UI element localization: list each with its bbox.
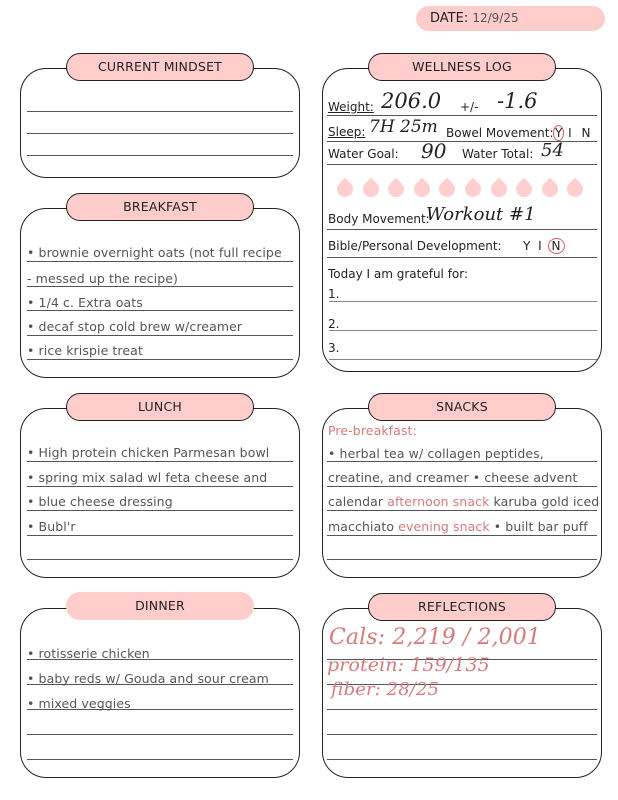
snack-rule[interactable] [327,559,597,560]
date-value: 12/9/25 [472,11,519,25]
dinner-line [27,684,293,685]
grateful-item-2[interactable]: 2. [328,317,340,331]
sleep-value[interactable]: 7H 25m [369,117,438,137]
lunch-item[interactable]: • spring mix salad wl feta cheese and [27,470,268,485]
reflection-rule[interactable] [327,734,597,735]
water-drop-icon[interactable] [538,178,561,201]
breakfast-title: BREAKFAST [66,193,254,221]
bowel-options [553,125,591,141]
current-mindset-title: CURRENT MINDSET [66,53,254,81]
grateful-label: Today I am grateful for: [328,267,469,281]
weight-label: Weight: [328,100,374,114]
weight-value[interactable]: 206.0 [381,89,442,113]
reflection-line[interactable]: protein: 159/135 [327,654,490,676]
evening-snack-label: evening snack [398,519,490,534]
reflections-card [322,608,602,778]
water-total-value[interactable]: 54 [541,140,564,161]
wellness-log-title: WELLNESS LOG [368,53,556,81]
current-mindset-card [20,68,300,178]
grateful-line [329,359,597,360]
water-line [327,164,597,165]
bible-label: Bible/Personal Development: [328,239,502,253]
wellness-log-card [322,68,602,372]
dinner-title: DINNER [66,592,254,620]
dinner-line[interactable] [27,759,293,760]
date-label: DATE: 12/9/25 [430,11,519,26]
water-drop-icon[interactable] [513,178,536,201]
dinner-item[interactable]: • mixed veggies [27,696,131,711]
reflection-rule [327,709,597,710]
bible-options [523,238,565,254]
water-drop-icon[interactable] [410,178,433,201]
reflection-rule[interactable] [327,759,597,760]
mindset-line[interactable] [27,111,293,112]
breakfast-item[interactable]: - messed up the recipe) [27,271,178,286]
lunch-card [20,408,300,578]
bowel-separator: I [568,126,572,140]
body-movement-label: Body Movement: [328,212,430,226]
water-drop-icon[interactable] [334,178,357,201]
weight-change-value[interactable]: -1.6 [497,89,538,113]
bible-yes-option[interactable]: Y [523,239,531,253]
snacks-title: SNACKS [368,393,556,421]
snack-rule [327,535,597,536]
grateful-item-3[interactable]: 3. [328,341,340,355]
snack-line[interactable]: • herbal tea w/ collagen peptides, [328,446,544,461]
dinner-line [27,659,293,660]
dinner-line[interactable] [27,734,293,735]
dinner-item[interactable]: • baby reds w/ Gouda and sour cream [27,671,269,686]
lunch-line [27,559,293,560]
lunch-line [27,510,293,511]
dinner-line [27,709,293,710]
water-drop-icon[interactable] [436,178,459,201]
water-goal-value[interactable]: 90 [421,139,447,163]
breakfast-line [27,335,293,336]
snack-text: macchiato [328,519,399,534]
dinner-card [20,608,300,778]
snack-rule [327,461,597,462]
snack-line[interactable] [328,494,599,509]
lunch-title: LUNCH [66,393,254,421]
dinner-item[interactable]: • rotisserie chicken [27,646,150,661]
date-badge [416,6,605,31]
breakfast-line [27,310,293,311]
breakfast-line [27,286,293,287]
lunch-item[interactable]: • Bubl'r [27,519,76,534]
body-movement-line [327,229,597,230]
body-movement-value[interactable]: Workout #1 [426,204,536,225]
water-drop-icon[interactable] [564,178,587,201]
mindset-line[interactable] [27,133,293,134]
afternoon-snack-label: afternoon snack [387,494,490,509]
water-goal-label: Water Goal: [328,147,399,161]
grateful-item-1[interactable]: 1. [328,287,340,301]
breakfast-line [27,261,293,262]
snacks-card [322,408,602,578]
bowel-no-option[interactable]: N [581,126,591,140]
snack-text: karuba gold iced [489,494,600,509]
breakfast-item[interactable]: • rice krispie treat [27,343,143,358]
pre-breakfast-label: Pre-breakfast: [328,423,417,438]
lunch-line [27,535,293,536]
lunch-line [27,486,293,487]
water-total-label: Water Total: [462,147,534,161]
snack-line[interactable] [328,519,588,534]
water-drop-icon[interactable] [462,178,485,201]
reflections-title: REFLECTIONS [368,593,556,621]
grateful-line [329,301,597,302]
weight-change-label: +/- [460,100,479,114]
water-drop-icon[interactable] [359,178,382,201]
grateful-line [329,330,597,331]
water-drop-icon[interactable] [385,178,408,201]
bible-no-option[interactable]: N [548,238,565,254]
reflection-line[interactable]: Cals: 2,219 / 2,001 [329,625,541,650]
reflection-line[interactable]: fiber: 28/25 [331,679,440,700]
bible-separator: I [538,239,542,253]
bible-line [327,257,597,258]
breakfast-card [20,208,300,378]
breakfast-item[interactable]: • decaf stop cold brew w/creamer [27,319,243,334]
snack-line[interactable]: creatine, and creamer • cheese advent [328,470,578,485]
sleep-label: Sleep: [328,125,366,139]
weight-line [327,115,597,116]
lunch-line [27,461,293,462]
snack-rule [327,486,597,487]
lunch-item[interactable]: • blue cheese dressing [27,494,173,509]
lunch-item[interactable]: • High protein chicken Parmesan bowl [27,445,270,460]
breakfast-item[interactable]: • 1/4 c. Extra oats [27,295,143,310]
mindset-line[interactable] [27,155,293,156]
snack-rule [327,510,597,511]
bowel-movement-label: Bowel Movement: [446,126,554,140]
snack-text: • built bar puff [489,519,588,534]
breakfast-item[interactable]: • brownie overnight oats (not full recipe [27,245,282,260]
water-drop-icon[interactable] [487,178,510,201]
snack-text: calendar [328,494,388,509]
bowel-yes-option[interactable]: Y [555,126,563,140]
breakfast-line [27,359,293,360]
